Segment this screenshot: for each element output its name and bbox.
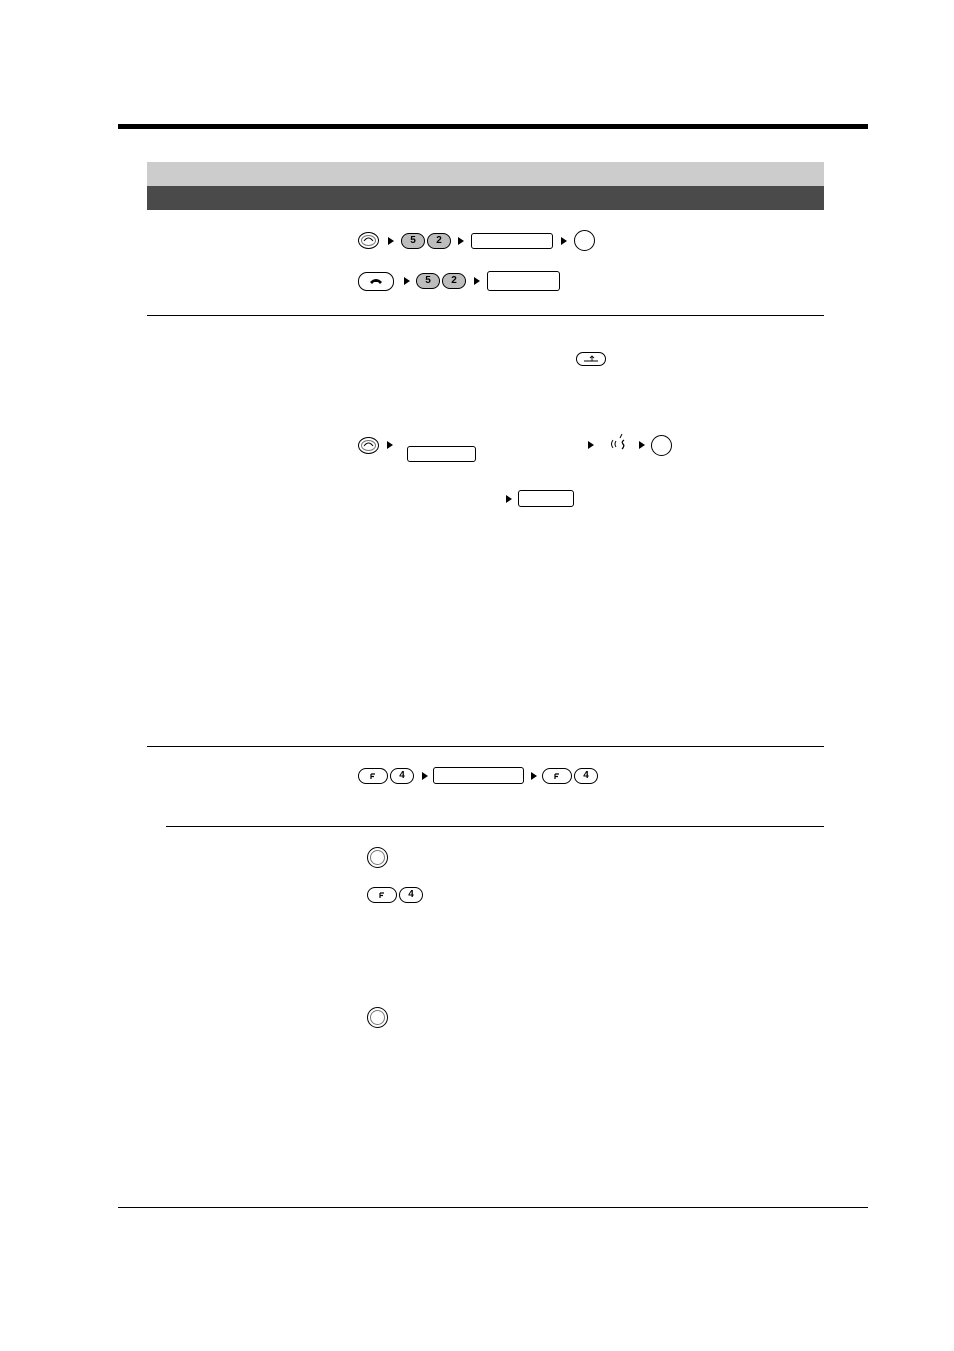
transfer-key-icon [576, 352, 606, 366]
step-arrow-icon [639, 441, 645, 449]
header-rule [118, 124, 868, 129]
navigator-key-icon [367, 1007, 388, 1028]
step-arrow-icon [561, 237, 567, 245]
function-key [367, 887, 397, 903]
digit-4-key: 4 [390, 768, 414, 784]
footer-rule [118, 1207, 868, 1208]
digit-2-key: 2 [427, 233, 451, 249]
step-arrow-icon [387, 441, 393, 449]
table-header-band-light [147, 162, 824, 186]
function-key [358, 768, 388, 784]
digit-2-key: 2 [442, 273, 466, 289]
step-arrow-icon [588, 441, 594, 449]
step-arrow-icon [422, 772, 428, 780]
display-entry-box [407, 446, 476, 462]
off-hook-icon [358, 232, 379, 249]
digit-5-key: 5 [401, 233, 425, 249]
off-hook-icon [358, 437, 379, 454]
row-divider-2 [147, 746, 824, 747]
digit-4-key: 4 [399, 887, 423, 903]
row-divider-1 [147, 315, 824, 316]
step-arrow-icon [531, 772, 537, 780]
step-arrow-icon [506, 495, 512, 503]
table-header-band-dark [147, 186, 824, 210]
display-entry-box [487, 271, 560, 291]
on-hook-key-icon [574, 230, 595, 251]
display-entry-box [433, 767, 524, 784]
row-divider-3 [166, 826, 824, 827]
on-hook-key-icon [651, 435, 672, 456]
display-entry-box [471, 233, 553, 249]
step-arrow-icon [404, 277, 410, 285]
digit-4-key: 4 [574, 768, 598, 784]
speaking-icon [608, 432, 630, 454]
navigator-key-icon [367, 847, 388, 868]
function-key [542, 768, 572, 784]
step-arrow-icon [474, 277, 480, 285]
step-arrow-icon [458, 237, 464, 245]
digit-5-key: 5 [416, 273, 440, 289]
talk-key-icon [358, 272, 394, 291]
display-entry-box [518, 490, 574, 507]
step-arrow-icon [388, 237, 394, 245]
